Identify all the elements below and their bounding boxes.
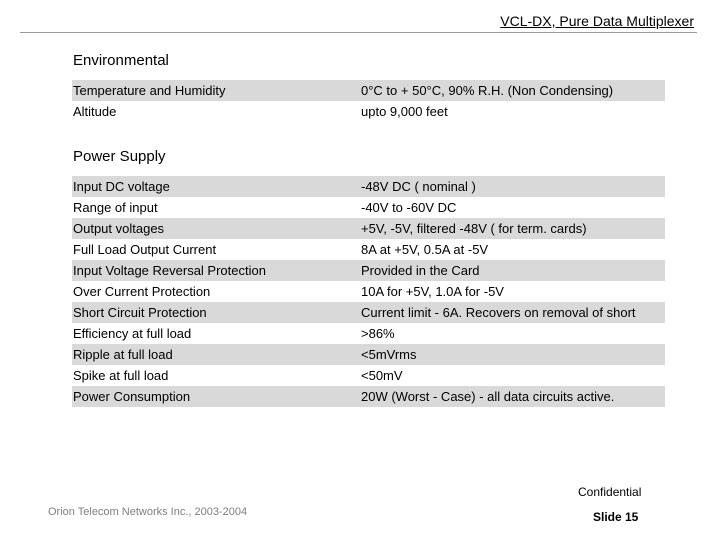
table-row [72, 239, 665, 260]
spec-value: 10A for +5V, 1.0A for -5V [361, 284, 504, 299]
table-row [72, 281, 665, 302]
spec-value: 0°C to + 50°C, 90% R.H. (Non Condensing) [361, 83, 614, 98]
spec-value: upto 9,000 feet [361, 104, 448, 119]
spec-label: Efficiency at full load [73, 326, 192, 341]
spec-label: Temperature and Humidity [73, 83, 226, 98]
spec-value: >86% [361, 326, 395, 341]
spec-value: <5mVrms [361, 347, 417, 362]
table-row [72, 101, 665, 122]
spec-label: Input Voltage Reversal Protection [73, 263, 266, 278]
spec-value: -48V DC ( nominal ) [361, 179, 476, 194]
table-row [72, 80, 665, 101]
table-row [72, 197, 665, 218]
spec-value: -40V to -60V DC [361, 200, 457, 215]
table-row [72, 365, 665, 386]
header-divider [20, 32, 697, 33]
table-row [72, 386, 665, 407]
power-supply-table [72, 176, 665, 407]
spec-label: Short Circuit Protection [73, 305, 207, 320]
spec-value: +5V, -5V, filtered -48V ( for term. cards) [361, 221, 587, 236]
table-row [72, 218, 665, 239]
spec-label: Input DC voltage [73, 179, 170, 194]
spec-label: Ripple at full load [73, 347, 173, 362]
table-row [72, 323, 665, 344]
spec-label: Range of input [73, 200, 158, 215]
spec-label: Altitude [73, 104, 117, 119]
confidential-label: Confidential [578, 485, 642, 499]
spec-value: <50mV [361, 368, 403, 383]
slide-number: Slide 15 [593, 510, 639, 524]
spec-value: 8A at +5V, 0.5A at -5V [361, 242, 489, 257]
spec-label: Power Consumption [73, 389, 191, 404]
spec-label: Output voltages [73, 221, 165, 236]
spec-value: 20W (Worst - Case) - all data circuits active. [361, 389, 615, 404]
table-row [72, 176, 665, 197]
table-row [72, 260, 665, 281]
table-row [72, 302, 665, 323]
spec-value: Provided in the Card [361, 263, 480, 278]
section-title-environmental: Environmental [73, 52, 169, 69]
spec-label: Full Load Output Current [73, 242, 217, 257]
spec-label: Spike at full load [73, 368, 169, 383]
spec-label: Over Current Protection [73, 284, 211, 299]
environmental-table [72, 80, 665, 122]
section-title-power-supply: Power Supply [73, 148, 166, 165]
table-row [72, 344, 665, 365]
spec-value: Current limit - 6A. Recovers on removal of short [361, 305, 636, 320]
company-copyright: Orion Telecom Networks Inc., 2003-2004 [48, 506, 248, 518]
slide-title: VCL-DX, Pure Data Multiplexer [500, 13, 694, 29]
